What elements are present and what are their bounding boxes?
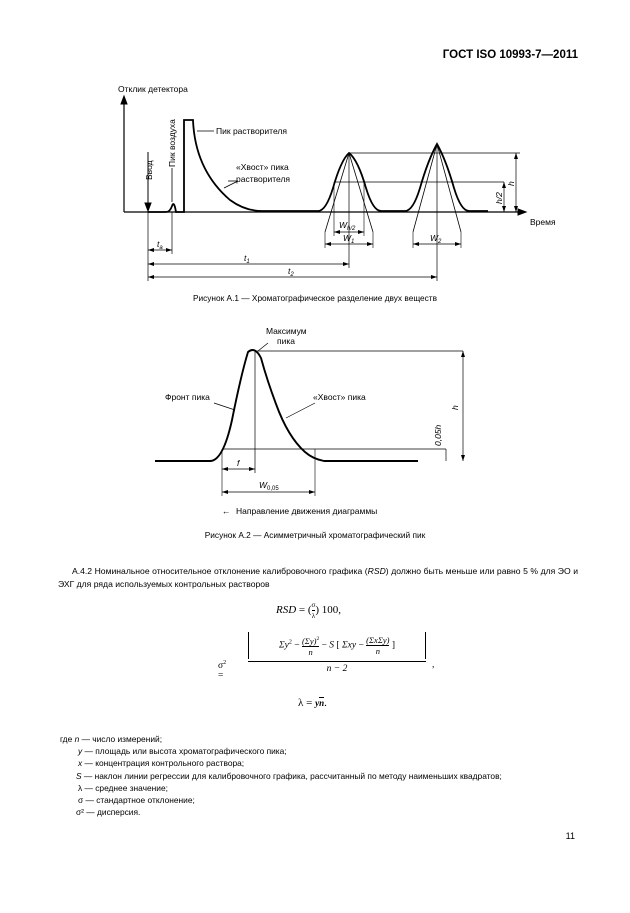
fig1-peak2-tangent-right <box>437 144 461 232</box>
fig1-ta-label: $t_a$ <box>157 239 163 251</box>
fig1-tail-label-2: растворителя <box>236 174 291 184</box>
fig1-injection-label: Ввод <box>144 160 154 180</box>
fig2-max-label-1: Максимум <box>266 326 307 336</box>
fig2-max-label-2: пика <box>277 336 295 346</box>
fig2-direction-label: Направление движения диаграммы <box>236 506 378 516</box>
fig2-peak-trace <box>155 350 418 461</box>
formula-rsd: RSD = ( $\frac{\sigma}{\lambda}$ ) 100, <box>276 601 341 620</box>
fig1-w2-label: $W_2$ <box>430 233 442 245</box>
fig1-y-axis-label: Отклик детектора <box>118 84 188 94</box>
fig2-005h-label: 0,05h <box>433 424 443 446</box>
fig2-direction-arrow: ← <box>222 506 231 516</box>
document-header: ГОСТ ISO 10993-7—2011 <box>442 49 578 61</box>
figure-a2-asymmetric-peak <box>155 343 463 496</box>
fig1-air-peak-label: Пик воздуха <box>167 119 177 167</box>
figure1-caption: Рисунок А.1 — Хроматографическое разделение двух веществ <box>192 293 438 303</box>
fig1-peak1-tangent-right <box>349 153 373 232</box>
fig2-f-label: f <box>237 458 240 468</box>
fig1-t2-label: $t_2$ <box>288 266 294 278</box>
fig2-max-leader <box>258 343 268 351</box>
page-number: 11 <box>565 831 575 841</box>
fig1-solvent-peak-label: Пик растворителя <box>216 126 287 136</box>
fig1-h2-label: h/2 <box>494 192 504 204</box>
fig1-t1-label: $t_1$ <box>244 253 250 265</box>
fig1-injection-arrow <box>145 203 151 211</box>
figure2-caption: Рисунок А.2 — Асимметричный хроматографический пик <box>204 530 426 540</box>
fig1-h-label: h <box>506 181 516 186</box>
fig2-front-leader <box>214 403 235 410</box>
fig2-front-label: Фронт пика <box>165 392 210 402</box>
fig1-wh2-label: $W_{h/2}$ <box>339 220 356 232</box>
fig1-y-axis-arrow <box>121 96 127 104</box>
fig2-tail-leader <box>286 403 315 418</box>
fig1-tail-label-1: «Хвост» пика <box>236 162 289 172</box>
symbol-definitions: где n — число измерений; y — площадь или высота хроматографического пика; x — концентрация контрольного раствора; S — наклон линии регрессии для калибровочного графика, рассчитанный по методу наименьших квадратов; λ — среднее значение; σ — стандартное отклонение; σ² — дисперсия. <box>60 734 502 818</box>
fig2-h-label: h <box>450 405 460 410</box>
fig1-peak2-tangent-left <box>413 144 437 232</box>
fig2-tail-label: «Хвост» пика <box>313 392 366 402</box>
fig2-w-label: $W_{0,05}$ <box>259 480 279 492</box>
formula-lambda: λ = yn. <box>298 697 327 709</box>
paragraph-a42: А.4.2 Номинальное относительное отклонение калибровочного графика (RSD) должно быть меньше или равно 5 % для ЭО и ЭХГ для ряда используемых контрольных растворов <box>58 566 578 589</box>
fig1-w1-label: $W_1$ <box>343 233 355 245</box>
fig1-x-axis-arrow <box>518 209 526 215</box>
fig1-x-axis-label: Время <box>530 217 556 227</box>
